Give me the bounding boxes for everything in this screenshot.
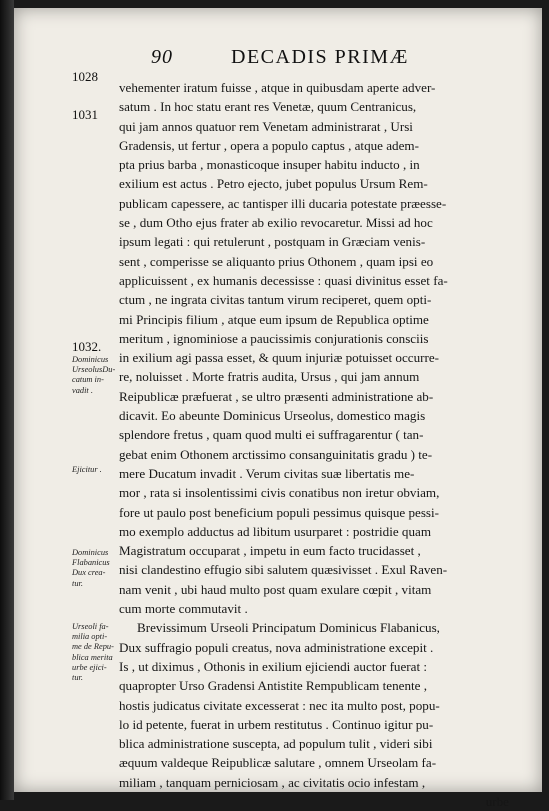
text-line: in exilium agi passa esset, & quum injuriæ potuisset occurre- [119,350,440,366]
side-note-line: milia opti- [72,632,108,642]
book-page [14,8,542,809]
text-line: vehementer iratum fuisse , atque in quibusdam aperte adver- [119,80,436,95]
text-line: fore ut paulo post beneficium populi pessimus quisque pessi- [119,504,440,520]
side-note-line: tur. [72,673,83,683]
text-line: blica administratione suscepta, ad populum tulit , videri sibi [119,736,433,752]
side-note-line: blica merita [72,652,113,662]
text-line: splendore fretus , quam quod multi ei suffragarentur ( tan- [119,427,424,443]
text-line: satum . In hoc statu erant res Venetæ, quum Centranicus, [119,99,417,115]
text-line: applicuissent , ex humanis decessisse : quasi divinitus esset fa- [119,272,448,288]
running-title: DECADIS PRIMÆ [231,46,409,68]
side-note-line: Ejicitur . [72,465,102,474]
text-line: cum morte commutavit . [119,601,248,617]
text-line: mi Principis filium , atque eum ipsum de Republica optime [119,311,429,327]
text-line: Dux suffragio populi creatus, nova administratione excepit . [119,639,434,655]
text-line: miliam , tanquam perniciosam , ac civitatis ocio infestam , [119,774,426,790]
text-line: Magistratum occuparat , impetu in eum facto trucidasset , [119,543,421,559]
body-text [119,78,529,811]
side-note [72,548,116,589]
side-note-line: Dux crea- [72,568,106,578]
text-line: mere Ducatum invadit . Verum civitas suæ libertatis me- [119,465,415,481]
text-line: hostis judicatus civitate excesserat : nec ita multo post, popu- [119,697,440,713]
text-line: Brevissimum Urseoli Principatum Dominicus Flabanicus, [137,620,440,636]
text-line: Reipublicæ præfuerat , se ultro præsenti administratione ab- [119,388,434,404]
side-note [72,622,116,683]
text-line: Is , ut diximus , Othonis in exilium ejiciendi auctor fuerat : [119,658,428,674]
text-line: exilium est actus . Petro ejecto, jubet populus Ursum Rem- [119,176,428,192]
text-line: æquum valdeque Reipublicæ salutare , omnem Urseolam fa- [119,755,437,771]
text-line: quapropter Urso Gradensi Antistite Rempublicam tenente , [119,678,427,694]
text-line: nam venit , ubi haud multo post quam exulare cœpit , vitam [119,581,432,597]
margin-year: 1028 [72,69,98,84]
side-note-line: tur. [72,578,83,588]
side-note-line: Dominicus [72,355,109,364]
side-note-line: Urseoli fa- [72,622,109,631]
text-line: sent , comperisse se aliquanto prius Othonem , quam ipsi eo [119,253,434,269]
page-number: 90 [151,46,173,68]
text-line: nisi clandestino effugio sibi salutem quæsivisset . Exul Raven- [119,562,448,578]
book-gutter [0,0,14,800]
side-note-line: urbe ejici- [72,662,107,672]
text-line: meritum , ignominiose a paucissimis conjurationis consciis [119,330,429,346]
side-note [72,465,116,475]
text-line: ipsum legati : qui retulerunt , postquam in Græciam venis- [119,234,426,250]
side-note-line: Flabanicus [72,558,110,568]
side-note-line: catum in- [72,375,104,385]
text-line: se , dum Otho ejus frater ab exilio revocaretur. Missi ad hoc [119,215,433,231]
text-line: Gradensis, ut fertur , opera a populo captus , atque adem- [119,137,419,153]
text-line: lo id petente, fuerat in urbem restitutus . Continuo igitur pu- [119,716,434,732]
margin-year: 1032. [72,339,102,354]
side-note-line: vadit . [72,385,93,395]
side-note [72,355,116,396]
side-note-line: me de Repu- [72,642,114,652]
text-line: re, noluisset . Morte fratris audita, Ursus , qui jam annum [119,369,420,385]
text-line: qui jam annos quatuor rem Venetam administrarat , Ursi [119,118,413,134]
side-note-line: Dominicus [72,548,109,557]
side-note-line: UrseolusDu- [72,365,116,375]
text-line: pta prius barba , monasticoque insuper habitu inducto , in [119,157,420,173]
catchword: urbe [485,793,509,809]
text-line: ctum , ne ingrata civitas tantum virum reciperet, quem opti- [119,292,432,308]
margin-year: 1031 [72,107,98,122]
text-line: gebat enim Othonem arctissimo consanguinitatis gradu ) te- [119,446,433,462]
text-line: publicam capessere, ac tantisper illi ducaria potestate præesse- [119,195,447,211]
text-line: dicavit. Eo abeunte Dominicus Urseolus, domestico magis [119,408,426,424]
text-line: mo exemplo adductus ad libitum usurparet : postridie quam [119,523,432,539]
page-header [151,46,481,74]
text-line: mor , rata si insolentissimi civis conatibus non iretur obviam, [119,485,440,501]
